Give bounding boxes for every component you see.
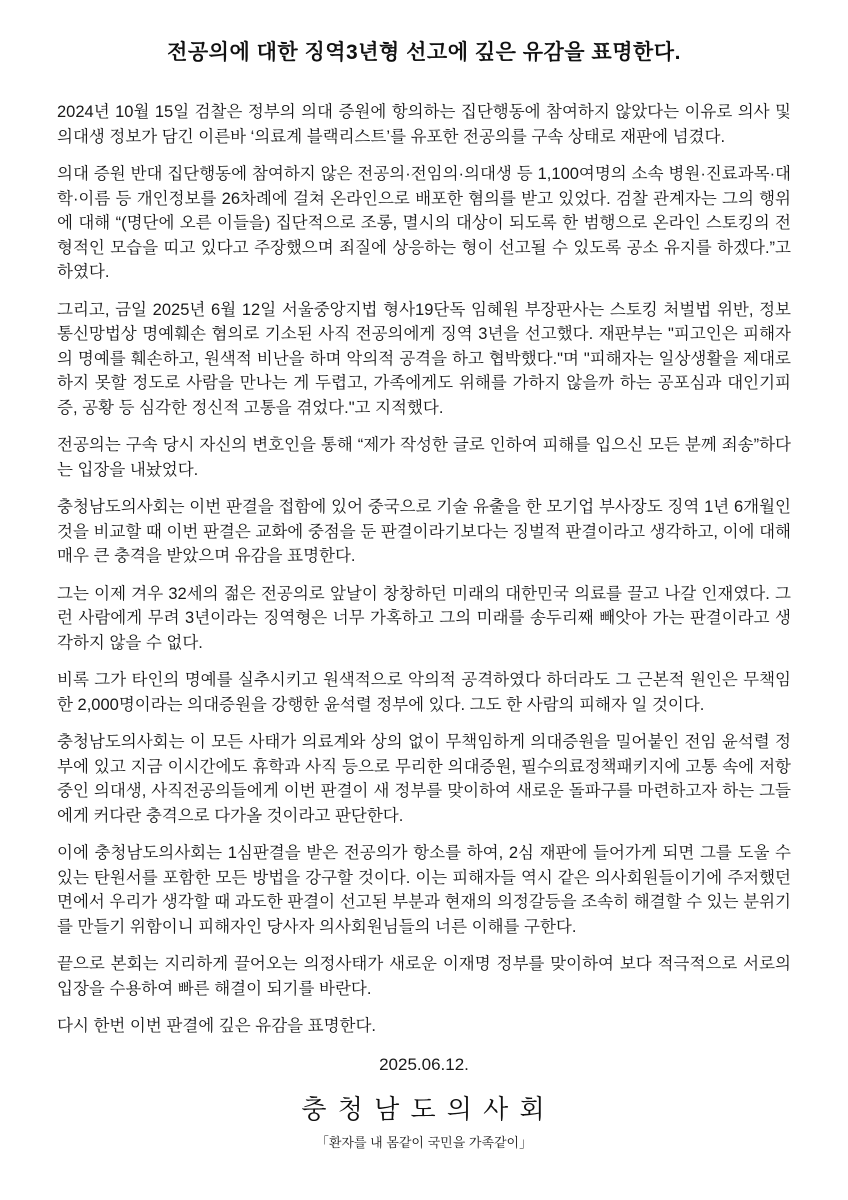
statement-paragraph: 충청남도의사회는 이번 판결을 접함에 있어 중국으로 기술 유출을 한 모기업 부사장도 징역 1년 6개월인 것을 비교할 때 이번 판결은 교화에 중점을 둔 판결이라기보다는 징벌적 판결이라고 생각하고, 이에 대해 매우 큰 충격을 받았으며 유감을 표명한다. (57, 498, 791, 565)
statement-paragraph: 끝으로 본회는 지리하게 끌어오는 의정사태가 새로운 이재명 정부를 맞이하여 보다 적극적으로 서로의 입장을 수용하여 빠른 해결이 되기를 바란다. (57, 955, 791, 998)
statement-paragraph: 전공의는 구속 당시 자신의 변호인을 통해 “제가 작성한 글로 인하여 피해를 입으신 모든 분께 죄송”하다는 입장을 내놨었다. (57, 436, 791, 479)
statement-paragraph: 다시 한번 이번 판결에 깊은 유감을 표명한다. (57, 1017, 376, 1035)
statement-paragraph: 충청남도의사회는 이 모든 사태가 의료계와 상의 없이 무책임하게 의대증원을 밀어붙인 전임 윤석렬 정부에 있고 지금 이시간에도 휴학과 사직 등으로 무리한 의대증원, 필수의료정책패키지에 고통 속에 저항 중인 의대생, 사직전공의들에게 이번 판결이 새 정부를 맞이하여 새로운 돌파구를 마련하고자 하는 그들에게 커다란 충격으로 다가올 것이라고 판단한다. (57, 733, 791, 825)
statement-title: 전공의에 대한 징역3년형 선고에 깊은 유감을 표명한다. (167, 41, 681, 64)
statement-date: 2025.06.12. (379, 1054, 469, 1074)
organization-name: 충 청 남 도 의 사 회 (301, 1093, 547, 1124)
statement-paragraph: 그는 이제 겨우 32세의 젊은 전공의로 앞날이 창창하던 미래의 대한민국 의료를 끌고 나갈 인재였다. 그런 사람에게 무려 3년이라는 징역형은 너무 가혹하고 그의 미래를 송두리째 빼앗아 가는 판결이라고 생각하지 않을 수 없다. (57, 584, 791, 652)
statement-paragraph: 이에 충청남도의사회는 1심판결을 받은 전공의가 항소를 하여, 2심 재판에 들어가게 되면 그를 도울 수 있는 탄원서를 포함한 모든 방법을 강구할 것이다. 이는 피해자들 역시 같은 의사회원들이기에 주저했던 면에서 우리가 생각할 때 과도한 판결이 선고된 부분과 현재의 의정갈등을 조속히 해결할 수 있는 분위기를 만들기 위함이니 피해자인 당사자 의사회원님들의 너른 이해를 구한다. (57, 844, 791, 936)
statement-paragraph: 의대 증원 반대 집단행동에 참여하지 않은 전공의·전임의·의대생 등 1,100여명의 소속 병원·진료과목·대학·이름 등 개인정보를 26차례에 걸쳐 온라인으로 배포한 혐의를 받고 있었다. 검찰 관계자는 그의 행위에 대해 “(명단에 오른 이들을) 집단적으로 조롱, 멸시의 대상이 되도록 한 범행으로 온라인 스토킹의 전형적인 모습을 띠고 있다고 주장했으며 죄질에 상응하는 형이 선고될 수 있도록 공소 유지를 하겠다.”고 하였다. (57, 165, 791, 281)
statement-paragraph: 그리고, 금일 2025년 6월 12일 서울중앙지법 형사19단독 임혜원 부장판사는 스토킹 처벌법 위반, 정보통신망법상 명예훼손 혐의로 기소된 사직 전공의에게 징역 3년을 선고했다. 재판부는 "피고인은 피해자의 명예를 훼손하고, 원색적 비난을 하며 악의적 공격을 하고 협박했다."며 "피해자는 일상생활을 제대로 하지 못할 정도로 사람을 만나는 게 두렵고, 가족에게도 위해를 가하지 않을까 하는 공포심과 대인기피증, 공황 등 심각한 정신적 고통을 겪었다."고 지적했다. (57, 300, 791, 417)
organization-slogan: 「환자를 내 몸같이 국민을 가족같이」 (315, 1134, 533, 1150)
statement-body (57, 100, 791, 1039)
statement-paragraph: 비록 그가 타인의 명예를 실추시키고 원색적으로 악의적 공격하였다 하더라도 그 근본적 원인은 무책임한 2,000명이라는 의대증원을 강행한 윤석렬 정부에 있다. 그도 한 사람의 피해자 일 것이다. (57, 671, 791, 714)
statement-paragraph: 2024년 10월 15일 검찰은 정부의 의대 증원에 항의하는 집단행동에 참여하지 않았다는 이유로 의사 및 의대생 정보가 담긴 이른바 ‘의료계 블랙리스트’를 유포한 전공의를 구속 상태로 재판에 넘겼다. (57, 103, 791, 146)
